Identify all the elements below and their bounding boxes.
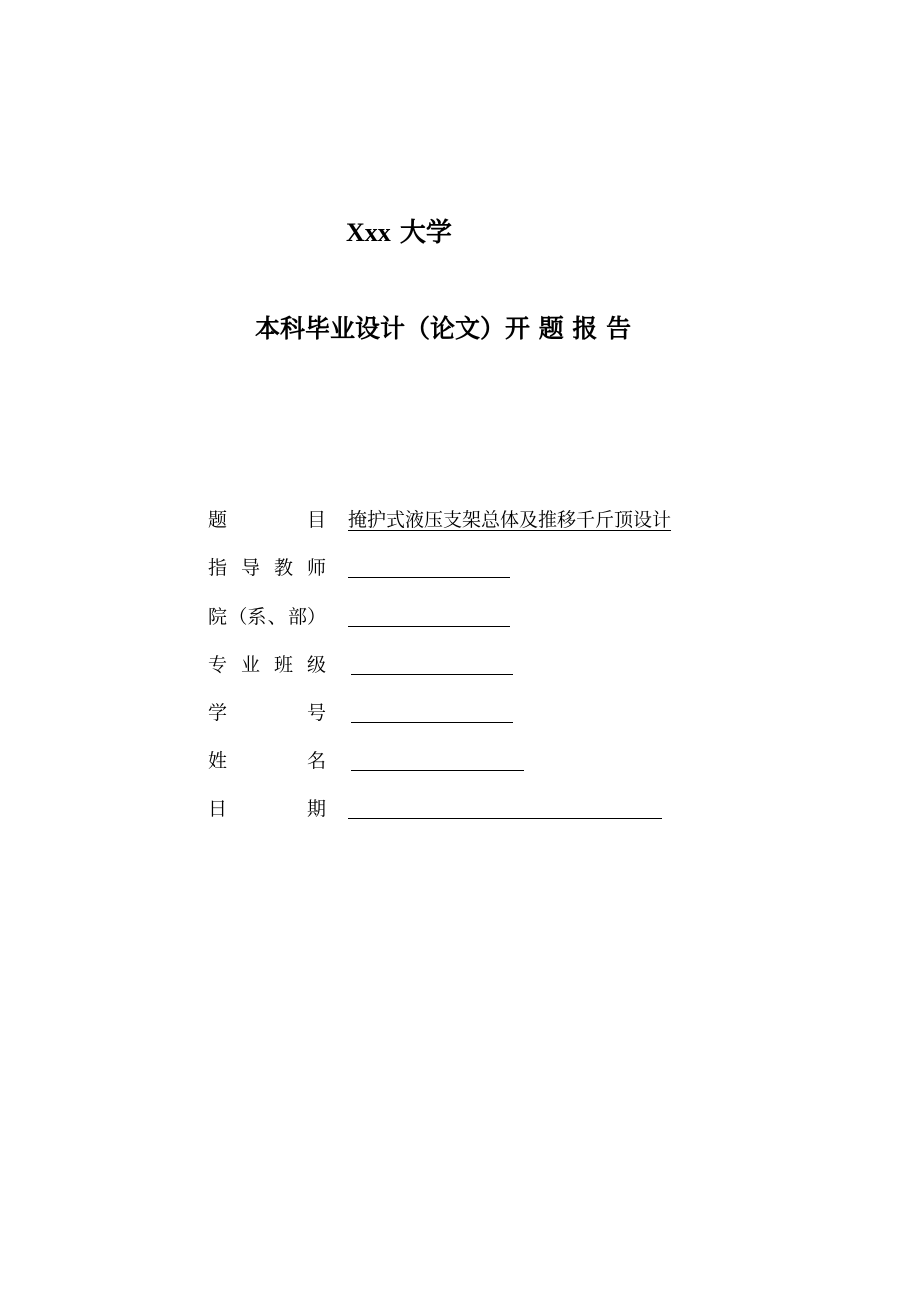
student-id-label	[208, 701, 326, 725]
department-blank-line	[348, 626, 510, 627]
advisor-label-char: 师	[306, 557, 326, 579]
date-label-char: 期	[306, 798, 326, 820]
report-title: 本科毕业设计（论文）开 题 报 告	[255, 314, 632, 343]
department-label	[208, 605, 326, 629]
major-class-label-char: 专	[208, 654, 228, 676]
name-blank-line	[351, 770, 524, 771]
advisor-label-char: 教	[273, 557, 293, 579]
name-label-char: 名	[306, 750, 326, 772]
name-label	[208, 749, 326, 773]
major-class-label-char: 业	[240, 654, 260, 676]
topic-value: 掩护式液压支架总体及推移千斤顶设计	[348, 509, 672, 531]
name-label-char: 姓	[208, 750, 228, 772]
topic-label-char: 题	[208, 509, 228, 531]
university-name-cjk: 大学	[390, 218, 452, 248]
department-label-char: 、	[267, 606, 287, 628]
advisor-blank-line	[348, 577, 510, 578]
advisor-label	[208, 556, 326, 580]
date-label	[208, 797, 326, 821]
date-label-char: 日	[208, 798, 228, 820]
major-class-label-char: 级	[306, 654, 326, 676]
department-label-char: 部）	[287, 606, 326, 628]
date-blank-line	[348, 818, 662, 819]
major-class-label	[208, 653, 326, 677]
advisor-label-char: 指	[208, 557, 228, 579]
department-label-char: （系	[228, 606, 267, 628]
major-class-blank-line	[351, 674, 513, 675]
topic-label	[208, 508, 326, 532]
major-class-label-char: 班	[273, 654, 293, 676]
university-name	[346, 216, 452, 250]
topic-label-char: 目	[306, 509, 326, 531]
advisor-label-char: 导	[240, 557, 260, 579]
department-label-char: 院	[208, 606, 228, 628]
student-id-blank-line	[351, 722, 513, 723]
student-id-label-char: 号	[306, 702, 326, 724]
university-name-latin: Xxx	[346, 218, 391, 247]
student-id-label-char: 学	[208, 702, 228, 724]
